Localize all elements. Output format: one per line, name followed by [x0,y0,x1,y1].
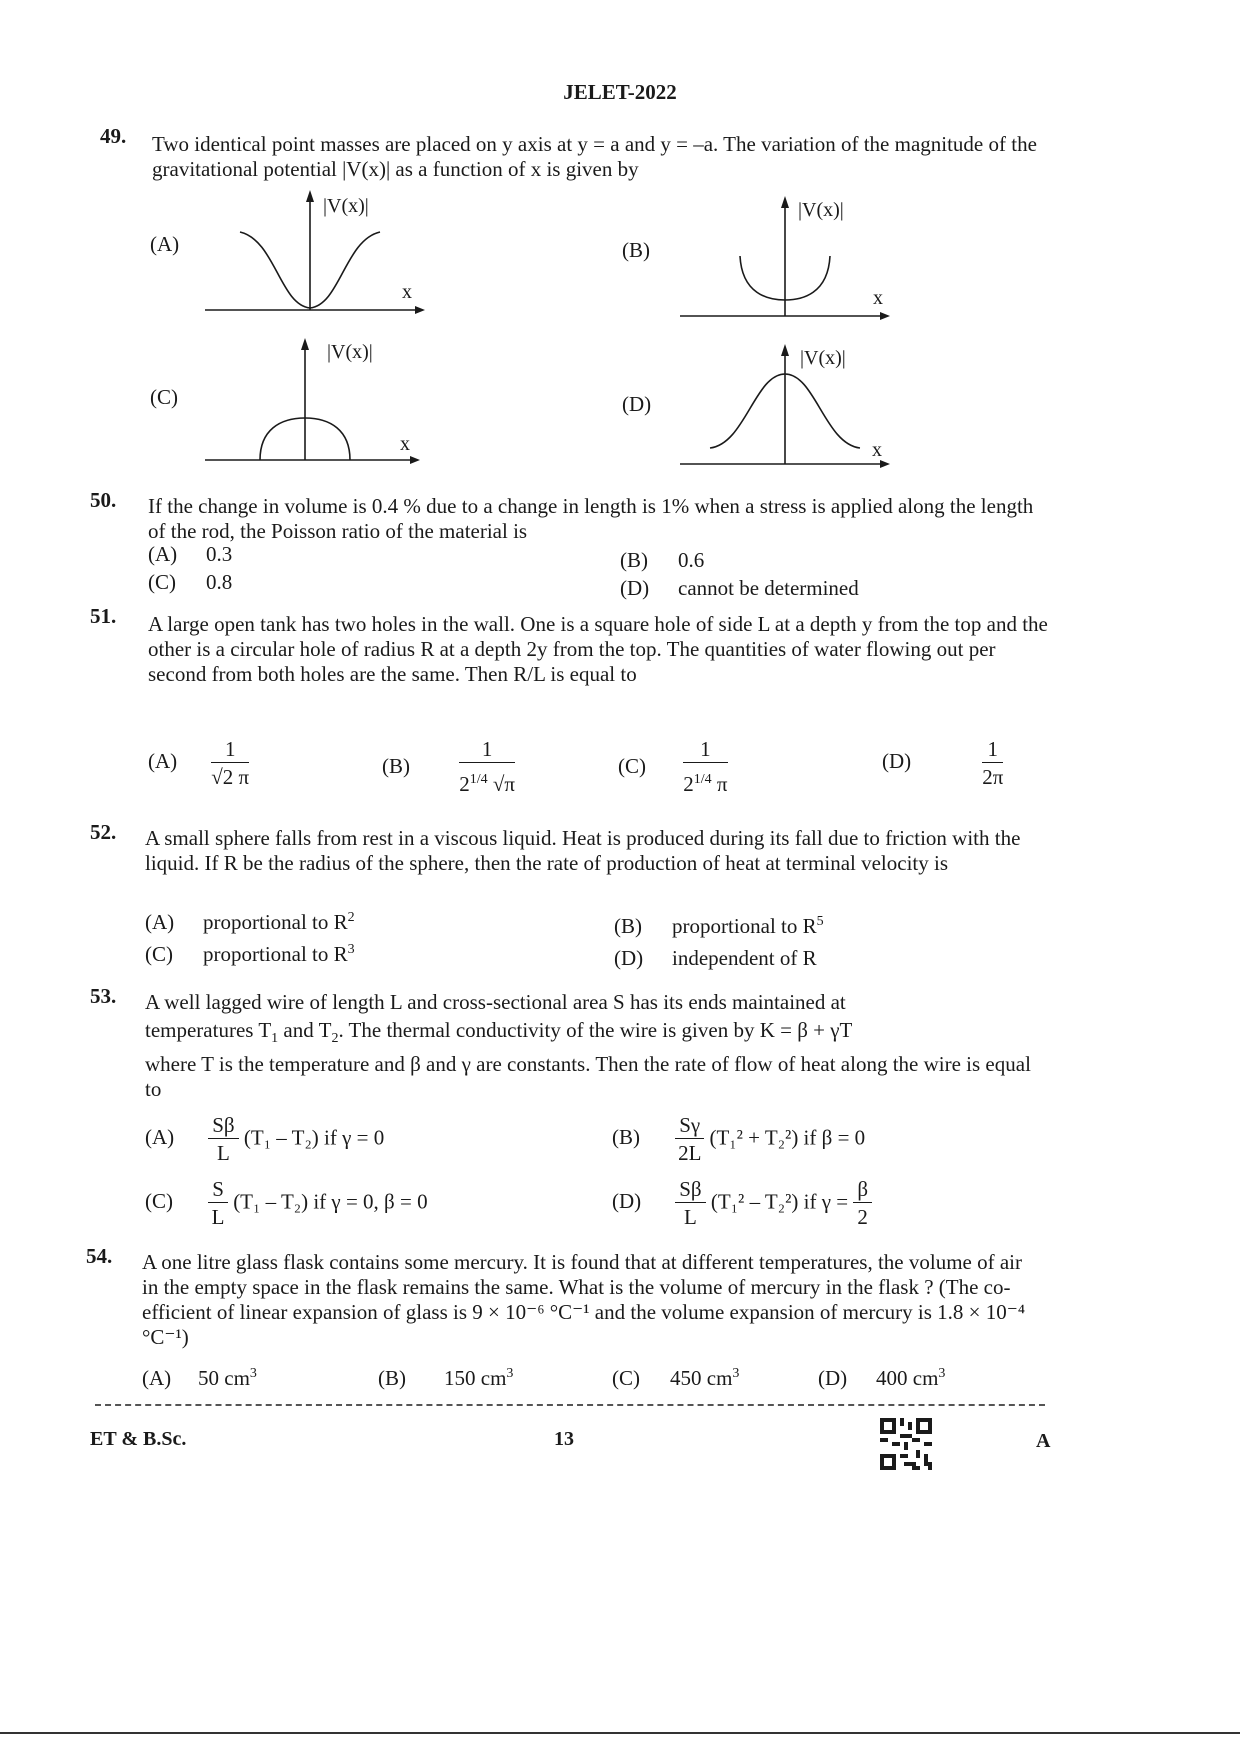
option-label: (A) [142,1366,172,1390]
numerator: Sγ [675,1112,704,1139]
fraction [982,736,1003,791]
fraction [211,736,249,791]
option-label: (D) [620,576,650,600]
x-axis-label-49-b: x [873,287,883,309]
option-exponent: 3 [506,1366,514,1381]
x-axis-label-49-d: x [872,439,882,461]
question-number-49: 49. [100,124,127,148]
den-exponent: 1/4 [469,772,488,787]
option-label: (A) [148,749,178,774]
graph-49-d [680,344,890,474]
option-value: proportional to R [672,914,817,938]
question-text-50: If the change in volume is 0.4 % due to a change in length is 1% when a stress is applied along the length of the rod, the Poisson ratio of the material is [148,494,1034,543]
option-exponent: 3 [249,1366,257,1381]
question-text-52: A small sphere falls from rest in a viscous liquid. Heat is produced during its fall due to friction with the liquid. If R be the radius of the sphere, then the rate of production of heat at terminal velocity is [145,826,1021,875]
question-text-51: A large open tank has two holes in the wall. One is a square hole of side L at a depth y from the top and the other is a circular hole of radius R at a depth 2y from the top. The quantities of water flowing out per second from both holes are the same. Then R/L is equal to [148,612,1048,686]
option-53-b [612,1112,865,1167]
fraction [853,1176,872,1231]
option-value: proportional to R [203,910,348,934]
x-axis-label-49-a: x [402,281,412,303]
question-number-52: 52. [90,820,117,844]
option-value: 50 cm [198,1366,250,1390]
page-number: 13 [554,1428,574,1450]
option-label: (B) [614,914,642,938]
option-expression: (T₁² – T₂²) if γ = [710,1189,849,1214]
numerator: 1 [459,736,515,763]
option-exponent: 3 [938,1366,946,1381]
option-label: (D) [882,749,912,774]
option-value: 400 cm [876,1366,939,1390]
fraction [683,736,727,801]
option-exponent: 3 [347,942,355,957]
numerator: Sβ [675,1176,705,1203]
question-text-49: Two identical point masses are placed on y axis at y = a and y = –a. The variation of the magnitude of the gravitational potential |V(x)| as a function of x is given by [152,132,1037,181]
option-53-d [612,1176,872,1231]
option-value: proportional to R [203,942,348,966]
option-value: 0.8 [206,570,233,594]
graph-49-c [205,338,420,473]
option-value: 0.6 [678,548,705,572]
numerator: S [208,1176,228,1203]
option-label: (C) [145,942,173,966]
den-rest: π [716,772,728,796]
fraction [459,736,515,801]
question-text-53-line-2: temperatures $T_1$ and $T_2$. The thermal conductivity of the wire is given by K = β + γT [145,1018,853,1047]
option-51-b [382,736,515,801]
option-exponent: 2 [347,910,355,925]
y-axis-label-49-b: |V(x)| [798,199,844,221]
option-exponent: 3 [732,1366,740,1381]
fraction [208,1112,238,1167]
option-label: (B) [620,548,648,572]
option-value: 0.3 [206,542,233,566]
option-54-a [142,1366,257,1391]
option-expression: (T₁ – T₂) if γ = 0, β = 0 [233,1189,428,1214]
denominator: L [211,1205,225,1229]
option-label: (C) [145,1189,173,1214]
option-value: independent of R [672,946,817,970]
option-53-a [145,1112,384,1167]
question-number-51: 51. [90,604,117,628]
question-number-54: 54. [86,1244,113,1268]
option-exponent: 5 [816,914,824,929]
numerator: 1 [982,736,1003,763]
footer-divider [95,1404,1045,1406]
numerator: Sβ [208,1112,238,1139]
question-number-53: 53. [90,984,117,1008]
option-49-a-label: (A) [150,232,180,256]
numerator: 1 [683,736,727,763]
qr-code-icon [880,1418,932,1470]
denominator: 2 [857,1205,868,1229]
option-label: (B) [378,1366,406,1390]
fraction [675,1112,704,1167]
text-fragment: temperatures T [145,1018,272,1042]
option-54-d [818,1366,945,1391]
option-50-d [620,576,859,601]
option-54-b [378,1366,513,1391]
option-49-b-label: (B) [622,238,650,262]
option-label: (C) [618,754,646,779]
booklet-set: A [1036,1430,1051,1452]
question-number-50: 50. [90,488,117,512]
question-text-54: A one litre glass flask contains some mercury. It is found that at different temperatures, the volume of air in the empty space in the flask remains the same. What is the volume of mercury in the flask ? (The co-efficient of linear expansion of glass is 9 × 10⁻⁶ °C⁻¹ and the volume expansion of mercury is 1.8 × 10⁻⁴ °C⁻¹) [142,1250,1026,1349]
option-value: 150 cm [444,1366,507,1390]
option-label: (D) [612,1189,642,1214]
y-axis-label-49-d: |V(x)| [800,347,846,369]
y-axis-label-49-a: |V(x)| [323,195,369,217]
option-label: (B) [382,754,410,779]
y-axis-label-49-c: |V(x)| [327,341,373,363]
option-54-c [612,1366,739,1391]
option-value: 450 cm [670,1366,733,1390]
option-expression: (T₁ – T₂) if γ = 0 [243,1125,385,1150]
option-expression: (T₁² + T₂²) if β = 0 [709,1125,866,1150]
fraction [675,1176,705,1231]
option-53-c [145,1176,428,1231]
graph-49-b [680,196,890,331]
numerator: β [853,1176,872,1203]
denominator [683,763,727,801]
option-49-c-label: (C) [150,385,178,409]
option-label: (C) [148,570,176,594]
option-51-d [882,736,1003,791]
option-49-d-label: (D) [622,392,652,416]
page-header: JELET-2022 [563,80,677,104]
bottom-edge-line [0,1732,1240,1734]
option-label: (D) [614,946,644,970]
denominator: L [217,1141,230,1165]
numerator: 1 [211,736,249,763]
denominator [459,763,515,801]
denominator: L [684,1205,697,1229]
den-base: 2 [683,772,694,796]
option-52-d [614,946,817,971]
fraction [208,1176,228,1231]
x-axis-label-49-c: x [400,433,410,455]
option-52-a [145,910,355,935]
option-51-c [618,736,728,801]
option-52-c [145,942,355,967]
den-rest: √π [492,772,516,796]
den-exponent: 1/4 [693,772,712,787]
option-label: (A) [145,1125,175,1150]
question-text-53-line-1: A well lagged wire of length L and cross-sectional area S has its ends maintained at [145,990,846,1014]
option-51-a [148,736,249,791]
question-text-53-line-3: where T is the temperature and β and γ are constants. Then the rate of flow of heat along the wire is equal to [145,1052,1031,1101]
option-50-a [148,542,232,567]
option-label: (C) [612,1366,640,1390]
footer-course: ET & B.Sc. [90,1428,187,1450]
option-label: (A) [148,542,178,566]
graph-49-a [205,190,425,335]
option-label: (A) [145,910,175,934]
option-52-b [614,914,824,939]
denominator: 2L [678,1141,702,1165]
den-base: 2 [459,772,470,796]
option-value: cannot be determined [678,576,859,600]
denominator: 2π [982,765,1004,789]
denominator: √2 π [211,765,250,789]
option-50-c [148,570,232,595]
option-label: (B) [612,1125,640,1150]
option-label: (D) [818,1366,848,1390]
option-50-b [620,548,704,573]
